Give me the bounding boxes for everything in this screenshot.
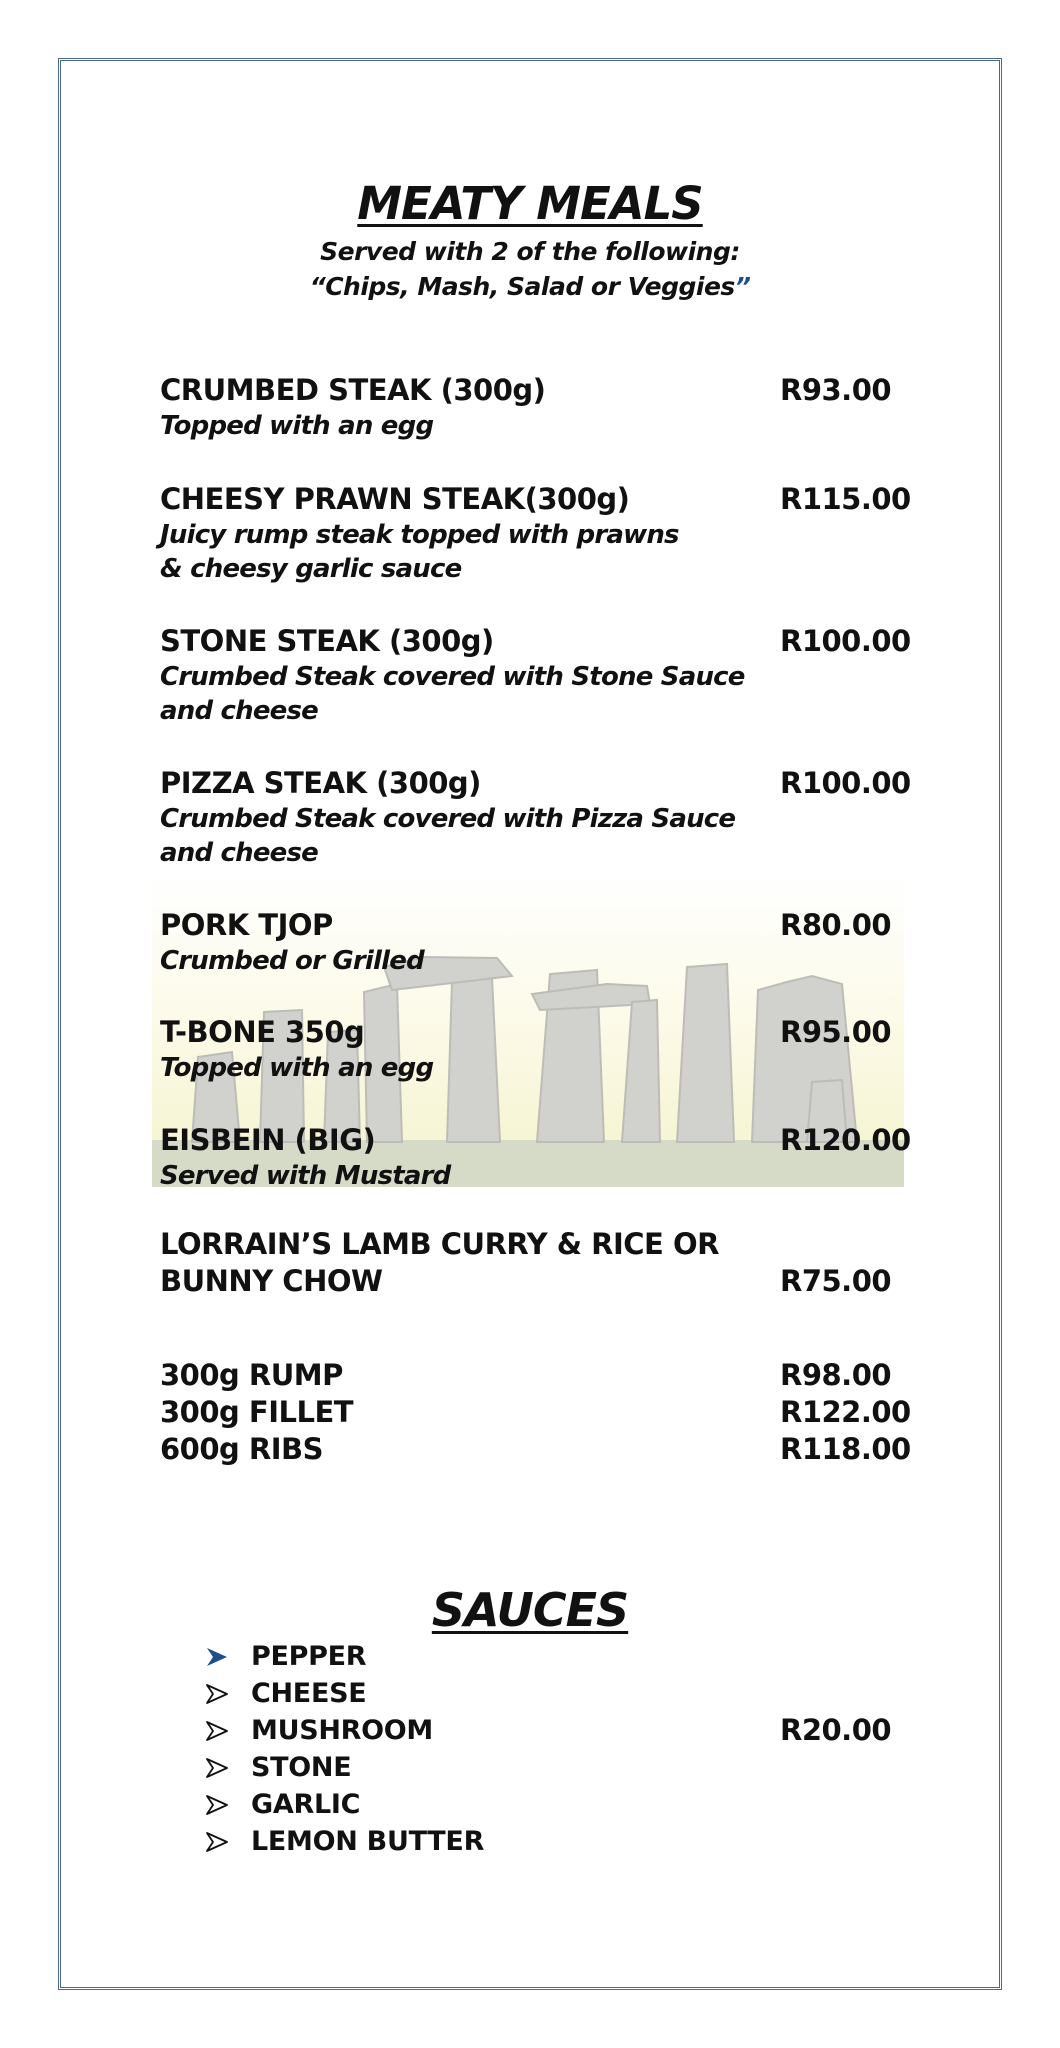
list-item xyxy=(205,1638,366,1675)
item-description: Topped with an egg xyxy=(160,411,434,441)
sauce-label: MUSHROOM xyxy=(251,1715,433,1746)
subtitle-sides-list xyxy=(0,270,1060,304)
item-price: R95.00 xyxy=(780,1015,892,1049)
sides-text: Chips, Mash, Salad or Veggies xyxy=(325,272,735,301)
item-name: BUNNY CHOW xyxy=(160,1264,383,1298)
item-name: T-BONE 350g xyxy=(160,1015,365,1049)
arrow-bullet-icon xyxy=(205,1758,229,1778)
sauce-label: PEPPER xyxy=(251,1641,367,1672)
arrow-bullet-icon xyxy=(205,1684,229,1704)
section-title-sauces: SAUCES xyxy=(431,1583,629,1637)
item-price: R100.00 xyxy=(780,766,911,800)
item-price: R75.00 xyxy=(780,1264,892,1298)
arrow-bullet-icon xyxy=(205,1832,229,1852)
arrow-bullet-icon xyxy=(205,1721,229,1741)
list-item xyxy=(205,1786,360,1823)
item-description: Crumbed Steak covered with Stone Sauce xyxy=(160,662,745,692)
item-description: and cheese xyxy=(160,696,319,726)
sauce-label: GARLIC xyxy=(251,1789,361,1820)
item-description: Crumbed Steak covered with Pizza Sauce xyxy=(160,804,736,834)
arrow-bullet-icon xyxy=(205,1795,229,1815)
item-description: Served with Mustard xyxy=(160,1161,451,1191)
item-price: R118.00 xyxy=(780,1432,911,1466)
arrow-bullet-icon xyxy=(205,1647,229,1667)
item-price: R122.00 xyxy=(780,1395,911,1429)
sauce-label: STONE xyxy=(251,1752,352,1783)
list-item xyxy=(205,1675,366,1712)
sauce-label: CHEESE xyxy=(251,1678,367,1709)
sauce-label: LEMON BUTTER xyxy=(251,1826,485,1857)
list-item xyxy=(205,1823,484,1860)
sauce-price: R20.00 xyxy=(780,1713,892,1747)
item-price: R115.00 xyxy=(780,482,911,516)
item-price: R100.00 xyxy=(780,624,911,658)
item-price: R120.00 xyxy=(780,1123,911,1157)
item-description: Topped with an egg xyxy=(160,1053,434,1083)
item-name: LORRAIN’S LAMB CURRY & RICE OR xyxy=(160,1227,719,1261)
item-price: R98.00 xyxy=(780,1358,892,1392)
close-quote: ” xyxy=(734,272,751,301)
open-quote: “ xyxy=(309,272,326,301)
subtitle-served-with: Served with 2 of the following: xyxy=(320,237,740,266)
item-description: & cheesy garlic sauce xyxy=(160,554,462,584)
item-name: 300g RUMP xyxy=(160,1358,343,1392)
item-name: PIZZA STEAK (300g) xyxy=(160,766,481,800)
item-description: Crumbed or Grilled xyxy=(160,946,424,976)
item-name: EISBEIN (BIG) xyxy=(160,1123,376,1157)
item-name: CRUMBED STEAK (300g) xyxy=(160,373,546,407)
item-name: 600g RIBS xyxy=(160,1432,324,1466)
item-description: and cheese xyxy=(160,838,319,868)
item-name: PORK TJOP xyxy=(160,908,333,942)
item-description: Juicy rump steak topped with prawns xyxy=(160,520,679,550)
section-title-meaty-meals: MEATY MEALS xyxy=(357,177,703,230)
item-name: CHEESY PRAWN STEAK(300g) xyxy=(160,482,630,516)
item-price: R93.00 xyxy=(780,373,892,407)
item-price: R80.00 xyxy=(780,908,892,942)
item-name: 300g FILLET xyxy=(160,1395,354,1429)
item-name: STONE STEAK (300g) xyxy=(160,624,494,658)
list-item xyxy=(205,1749,351,1786)
list-item xyxy=(205,1712,433,1749)
